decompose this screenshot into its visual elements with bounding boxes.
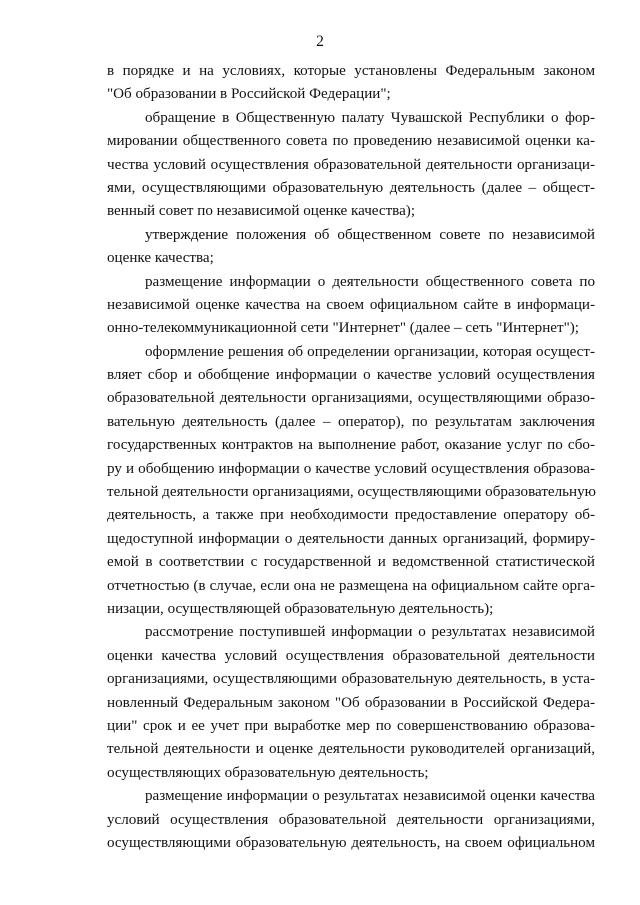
text-line: тельной деятельности организациями, осуществляющими образовательную xyxy=(107,484,596,501)
text-line: онно-телекоммуникационной сети "Интернет" (далее – сеть "Интернет"); xyxy=(107,320,579,337)
text-line: чества условий осуществления образовательной деятельности организаци- xyxy=(107,156,595,173)
text-line: осуществляющими образовательную деятельность, на своем официальном xyxy=(107,834,595,851)
text-line: низации, осуществляющей образовательную деятельность); xyxy=(107,600,494,617)
text-line: ции" срок и ее учет при выработке мер по совершенствованию образова- xyxy=(107,717,595,734)
text-line: ру и обобщению информации о качестве условий осуществления образова- xyxy=(107,460,595,477)
text-line: осуществляющих образовательную деятельность; xyxy=(107,764,429,781)
text-line: оформление решения об определении организации, которая осущест- xyxy=(145,343,595,360)
text-line: образовательной деятельности организациями, осуществляющими образо- xyxy=(107,390,595,407)
text-line: размещение информации о результатах независимой оценки качества xyxy=(145,788,595,805)
text-line: условий осуществления образовательной деятельности организациями, xyxy=(107,811,595,828)
document-body xyxy=(107,60,595,855)
text-line: емой в соответствии с государственной и ведомственной статистической xyxy=(107,554,595,571)
text-line: размещение информации о деятельности общественного совета по xyxy=(145,273,595,290)
text-line: в порядке и на условиях, которые установлены Федеральным законом xyxy=(107,63,595,79)
text-line: деятельность, а также при необходимости предоставление оператору об- xyxy=(107,507,595,524)
text-line: оценки качества условий осуществления образовательной деятельности xyxy=(107,647,595,664)
text-line: венный совет по независимой оценке качества); xyxy=(107,203,416,220)
text-line: вляет сбор и обобщение информации о качестве условий осуществления xyxy=(107,367,595,384)
text-line: вательную деятельность (далее – оператор), по результатам заключения xyxy=(107,413,595,430)
text-line: рассмотрение поступившей информации о результатах независимой xyxy=(145,624,595,641)
text-line: мировании общественного совета по проведению независимой оценки ка- xyxy=(107,133,595,150)
text-line: отчетностью (в случае, если она не размещена на официальном сайте орга- xyxy=(107,577,595,594)
text-line: "Об образовании в Российской Федерации"; xyxy=(107,86,391,103)
text-line: независимой оценке качества на своем официальном сайте в информаци- xyxy=(107,296,595,313)
text-line: новленный Федеральным законом "Об образовании в Российской Федера- xyxy=(107,694,595,711)
text-line: государственных контрактов на выполнение работ, оказание услуг по сбо- xyxy=(107,437,595,454)
text-line: организациями, осуществляющими образовательную деятельность, в уста- xyxy=(107,671,595,688)
text-line: утверждение положения об общественном совете по независимой xyxy=(145,226,595,243)
text-line: ями, осуществляющими образовательную деятельность (далее – общест- xyxy=(107,179,595,196)
text-line: тельной деятельности и оценке деятельности руководителей организаций, xyxy=(107,741,595,758)
text-line: обращение в Общественную палату Чувашской Республики о фор- xyxy=(145,109,595,126)
text-line: оценке качества; xyxy=(107,250,214,267)
page-number: 2 xyxy=(316,33,324,50)
text-line: щедоступной информации о деятельности данных организаций, формиру- xyxy=(107,530,595,547)
